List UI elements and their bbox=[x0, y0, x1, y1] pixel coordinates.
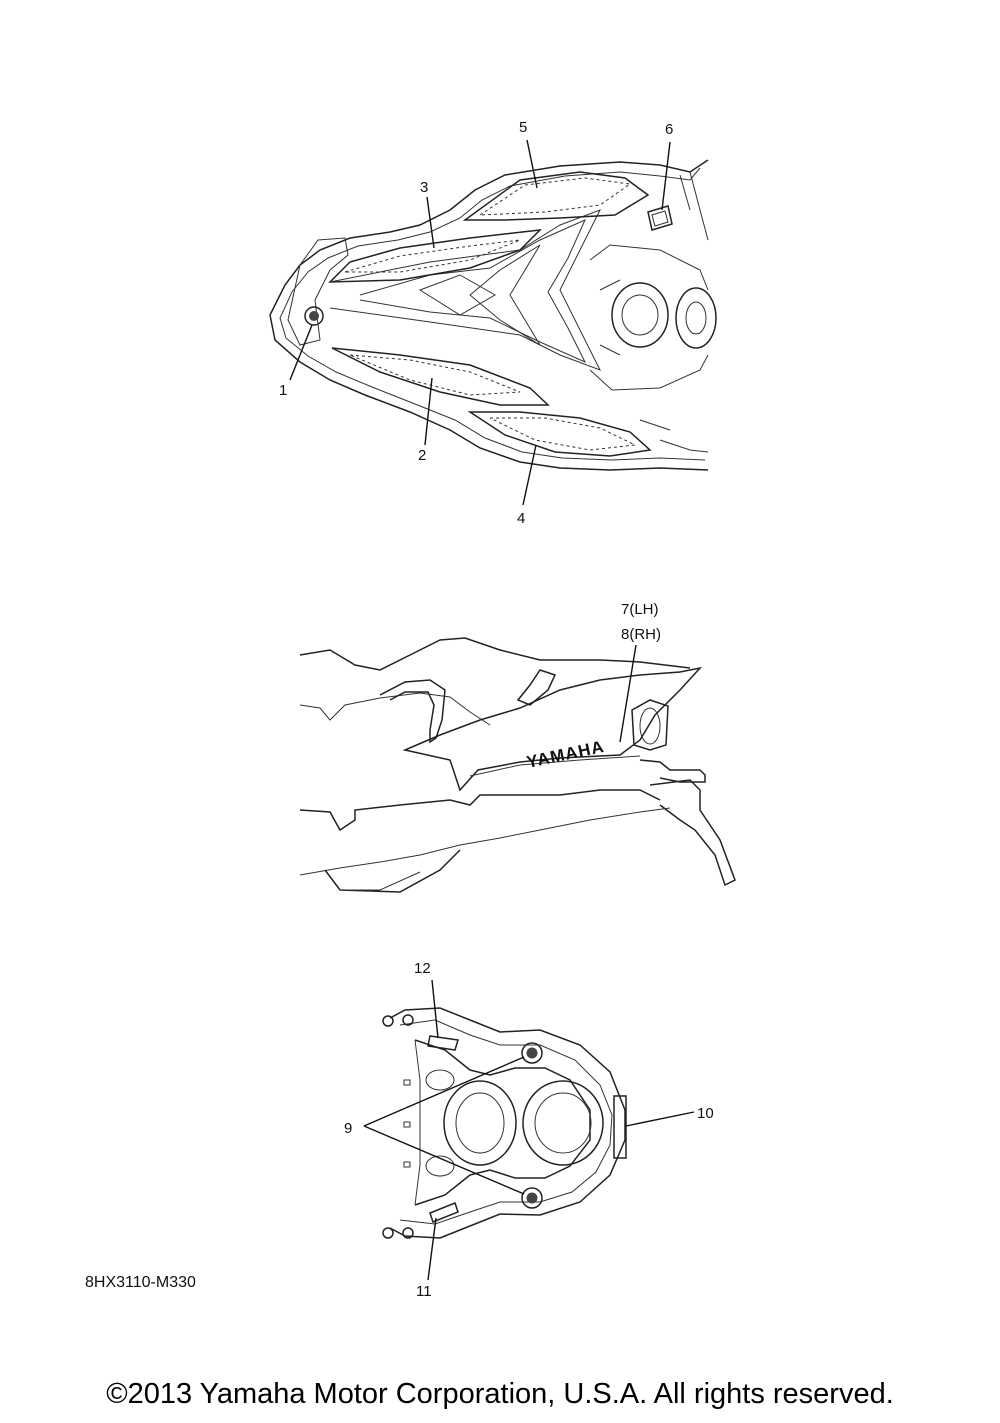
leader-9b bbox=[364, 1126, 524, 1194]
callout-8: 8(RH) bbox=[621, 626, 661, 643]
side-view-drawing bbox=[300, 638, 735, 892]
callout-6: 6 bbox=[665, 121, 674, 138]
leader-3 bbox=[427, 197, 434, 248]
leader-5 bbox=[527, 140, 537, 188]
stern-view-leaders bbox=[364, 980, 694, 1280]
leader-1 bbox=[290, 325, 312, 380]
stern-view-drawing bbox=[383, 1008, 626, 1238]
callout-5: 5 bbox=[519, 119, 528, 136]
leader-10 bbox=[626, 1112, 694, 1126]
leader-11 bbox=[428, 1218, 436, 1280]
yamaha-decal-text: YAMAHA bbox=[524, 736, 607, 772]
top-view-drawing bbox=[270, 160, 716, 470]
callout-1: 1 bbox=[279, 382, 288, 399]
stern-view-callouts bbox=[344, 960, 714, 1300]
side-view-callouts bbox=[621, 601, 661, 643]
callout-11: 11 bbox=[416, 1283, 432, 1300]
callout-12: 12 bbox=[414, 960, 431, 977]
callout-4: 4 bbox=[517, 510, 526, 527]
callout-9: 9 bbox=[344, 1120, 353, 1137]
callout-3: 3 bbox=[420, 179, 429, 196]
callout-10: 10 bbox=[697, 1105, 714, 1122]
copyright-notice: ©2013 Yamaha Motor Corporation, U.S.A. All rights reserved. bbox=[106, 1378, 894, 1410]
top-view-callouts bbox=[279, 119, 673, 527]
callout-2: 2 bbox=[418, 447, 427, 464]
callout-7: 7(LH) bbox=[621, 601, 659, 618]
leader-4 bbox=[523, 445, 536, 505]
drawing-code: 8HX3110-M330 bbox=[85, 1274, 196, 1291]
